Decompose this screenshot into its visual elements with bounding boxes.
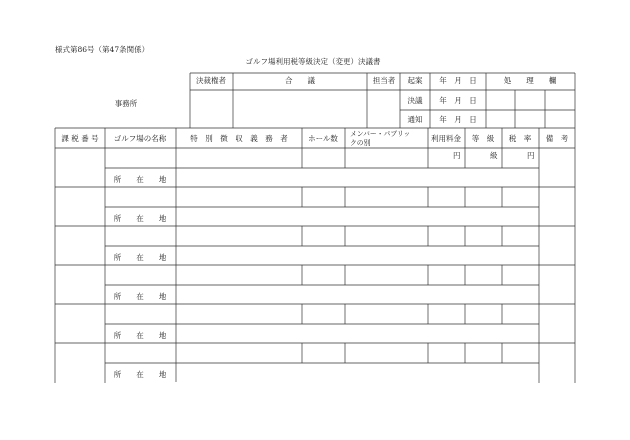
location-label: 所 在 地 xyxy=(113,331,167,340)
location-label: 所 在 地 xyxy=(113,214,167,223)
header-number: 課 税 番 号 xyxy=(61,134,99,143)
authority-label: 決裁権者 xyxy=(196,76,226,85)
notice-date: 年 月 日 xyxy=(439,115,477,124)
rate-unit: 円 xyxy=(527,151,535,160)
decision-date: 年 月 日 xyxy=(439,96,477,105)
fee-unit: 円 xyxy=(453,151,461,160)
council-label: 合 議 xyxy=(285,76,315,85)
header-grade: 等 級 xyxy=(471,134,495,143)
office-label: 事務所 xyxy=(114,99,138,108)
person-label: 担当者 xyxy=(372,76,396,85)
header-fee: 利用料金 xyxy=(431,134,461,143)
header-name: ゴルフ場の名称 xyxy=(113,134,167,143)
location-label: 所 在 地 xyxy=(113,292,167,301)
location-label: 所 在 地 xyxy=(113,370,167,379)
decision-label: 決議 xyxy=(407,96,423,105)
header-remarks: 備 考 xyxy=(545,134,569,143)
header-collector: 特 別 徴 収 義 務 者 xyxy=(190,134,288,143)
header-rate: 税 率 xyxy=(508,134,532,143)
header-member-line1: メンバー・パブリッ xyxy=(350,130,411,138)
header-member-line2: クの別 xyxy=(350,139,371,147)
location-label: 所 在 地 xyxy=(113,253,167,262)
draft-label: 起案 xyxy=(407,76,423,85)
location-label: 所 在 地 xyxy=(113,175,167,184)
draft-date: 年 月 日 xyxy=(439,76,477,85)
form-number: 様式第86号（第47条関係） xyxy=(55,45,150,54)
grade-unit: 級 xyxy=(490,151,498,160)
header-holes: ホール数 xyxy=(308,134,338,143)
document-title: ゴルフ場利用税等級決定（変更）決議書 xyxy=(245,57,381,66)
notice-label: 通知 xyxy=(407,115,423,124)
processing-label: 処 理 欄 xyxy=(503,76,557,85)
